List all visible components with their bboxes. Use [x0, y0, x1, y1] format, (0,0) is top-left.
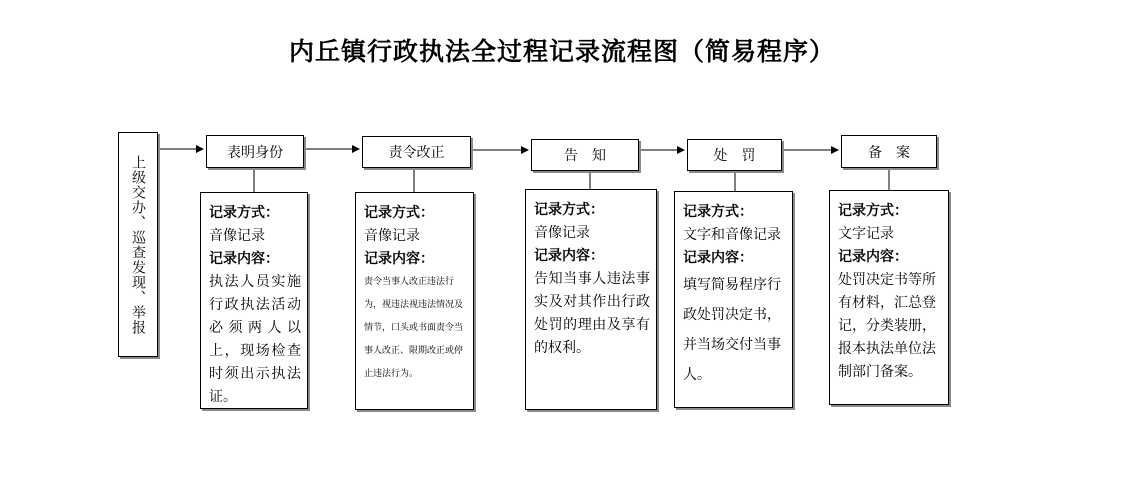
source-box: [118, 132, 158, 357]
step-5-content-label: 记录内容：: [838, 249, 908, 265]
step-2-method: 音像记录: [364, 228, 420, 244]
step-2-box: [362, 136, 471, 168]
step-1-content-label: 记录内容：: [209, 251, 279, 267]
step-2-label: 责令改正: [388, 145, 445, 161]
step-5-method-label: 记录方式：: [838, 203, 908, 219]
step-3-detail: [525, 189, 657, 410]
step-3-box: [531, 139, 639, 171]
source-label: 上级交办、巡查发现、举报: [130, 154, 146, 335]
page-title: 内丘镇行政执法全过程记录流程图（简易程序）: [288, 37, 835, 66]
step-5-content: 处罚决定书等所有材料，汇总登记，分类装册，报本执法单位法制部门备案。: [838, 272, 936, 380]
step-4-method: 文字和音像记录: [683, 227, 781, 243]
step-4-content: 填写简易程序行政处罚决定书，并当场交付当事人。: [683, 277, 781, 383]
step-3-content-label: 记录内容：: [534, 248, 604, 264]
step-2-content: 责令当事人改正违法行为，视违法视违法情况及情节，口头或书面责令当事人改正、限期改正或停止违法行为。: [364, 277, 464, 379]
step-1-content: 执法人员实施行政执法活动必须两人以上，现场检查时须出示执法证。: [209, 274, 301, 405]
step-3-method-label: 记录方式：: [534, 202, 604, 218]
step-1-method: 音像记录: [209, 228, 265, 244]
step-4-content-label: 记录内容：: [683, 250, 753, 266]
step-2-method-label: 记录方式：: [364, 205, 434, 221]
step-3-label: 告 知: [564, 148, 606, 164]
step-4-detail: [674, 191, 793, 408]
step-2-detail: [355, 192, 474, 410]
step-3-content: 告知当事人违法事实及对其作出行政处罚的理由及享有的权利。: [534, 271, 650, 356]
step-5-label: 备 案: [868, 144, 910, 161]
step-1-method-label: 记录方式：: [209, 205, 279, 221]
step-4-method-label: 记录方式：: [683, 204, 753, 220]
step-5-box: [841, 135, 937, 168]
step-1-detail: [200, 192, 308, 409]
step-3-method: 音像记录: [534, 225, 590, 241]
step-5-detail: [829, 190, 949, 405]
step-4-box: [687, 139, 782, 171]
step-2-content-label: 记录内容：: [364, 251, 434, 267]
step-1-box: [206, 135, 304, 168]
step-4-label: 处 罚: [713, 148, 756, 164]
step-1-label: 表明身份: [227, 144, 283, 161]
step-5-method: 文字记录: [838, 226, 894, 242]
